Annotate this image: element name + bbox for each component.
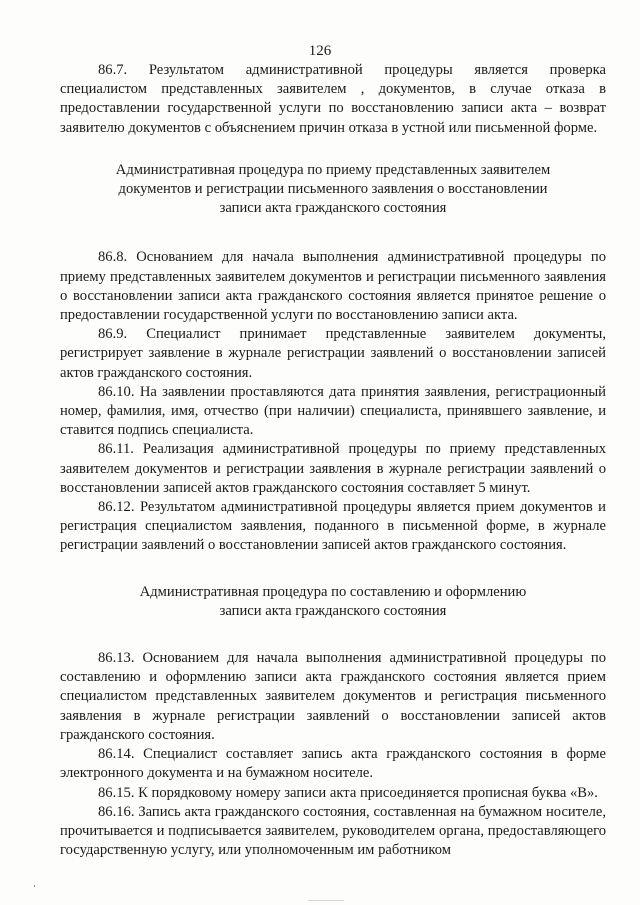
heading-line: записи акта гражданского состояния [219,200,447,217]
paragraph-86-13: 86.13. Основанием для начала выполнения административной процедуры по составлению и оформлению записи акта гражданского состояния является прием специалистом представленных заявителем документов и регистрация письменного заявления в журнале регистрации заявлений о восстановлении записей актов гражданского состояния. [60,650,606,743]
paragraph-86-14: 86.14. Специалист составляет запись акта гражданского состояния в форме электронного документа и на бумажном носителе. [60,746,606,782]
paragraph-86-16: 86.16. Запись акта гражданского состояния, составленная на бумажном носителе, прочитывается и подписывается заявителем, руководителем органа, предоставляющего государственную услугу, или уполномоченным им работником [60,803,606,859]
paragraph-86-12: 86.12. Результатом административной процедуры является прием документов и регистрация специалистом заявления, поданного в письменной форме, в журнале регистрации заявлений о восстановлении записей актов гражданского состояния. [60,499,606,554]
section-heading-reception [60,161,606,219]
paragraph-86-8: 86.8. Основанием для начала выполнения административной процедуры по приему представленных заявителем документов и регистрации письменного заявления о восстановлении записи акта гражданского состояния является принятое решение о предоставлении государственной услуги по восстановлению записи акта. [60,249,606,324]
section-heading-compilation [60,583,606,621]
paragraph-86-11: 86.11. Реализация административной процедуры по приему представленных заявителем документов и регистрации заявления в журнале регистрации заявлений о восстановлении записей актов гражданского состояния составляет 5 минут. [60,441,606,496]
heading-line: Административная процедура по составлению и оформлению [139,583,527,600]
page-number: 126 [308,43,332,59]
heading-line: документов и регистрации письменного заявления о восстановлении [118,181,548,198]
heading-line: записи акта гражданского состояния [219,602,447,619]
heading-line: Административная процедура по приему представленных заявителем [115,161,551,178]
paragraph-86-10: 86.10. На заявлении проставляются дата принятия заявления, регистрационный номер, фамилия, имя, отчество (при наличии) специалиста, принявшего заявление, и ставится подпись специалиста. [60,383,606,439]
paragraph-86-9: 86.9. Специалист принимает представленные заявителем документы, регистрирует заявление в журнале регистрации заявлений о восстановлении записей актов гражданского состояния. [60,326,606,381]
page-content [60,61,606,860]
scan-speck [34,885,35,887]
paragraph-86-15: 86.15. К порядковому номеру записи акта присоединяется прописная буква «В». [98,784,598,801]
paragraph-86-7: 86.7. Результатом административной процедуры является проверка специалистом представленных заявителем , документов, в случае отказа в предоставлении государственной услуги по восстановлению записи акта – возврат заявителю документов с объяснением причин отказа в устной или письменной форме. [60,62,606,136]
scan-speck [308,900,344,901]
